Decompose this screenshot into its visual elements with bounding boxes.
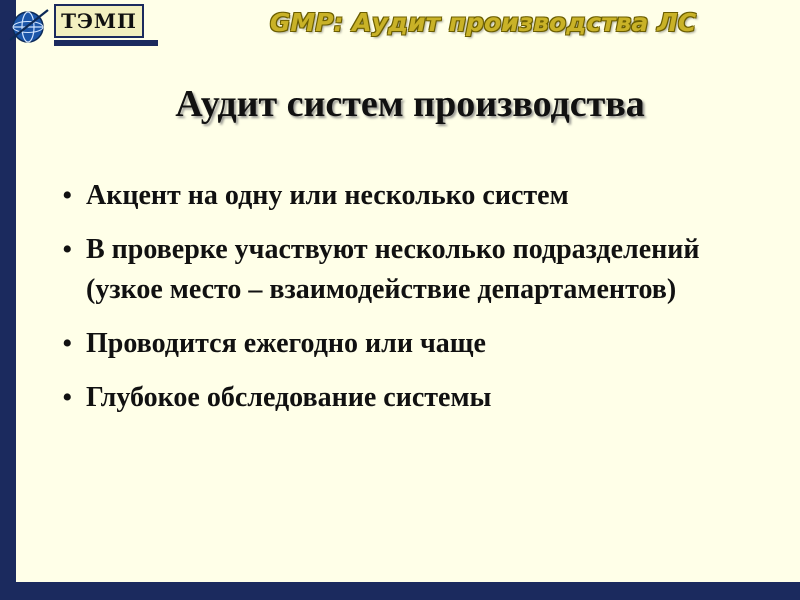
- logo-underline: [54, 40, 158, 46]
- left-accent-band: [0, 0, 16, 600]
- bullet-dot-icon: •: [62, 327, 73, 360]
- banner-title: GMP: Аудит производства ЛС: [269, 8, 697, 37]
- page-title: Аудит систем производства: [175, 83, 645, 125]
- logo-name-text: ТЭМП: [61, 9, 137, 33]
- list-item: [62, 378, 762, 418]
- bullet-list: [62, 176, 762, 432]
- list-item: [62, 324, 762, 364]
- list-item-label: Глубокое обследование системы: [86, 382, 492, 413]
- globe-icon: [8, 6, 50, 48]
- list-item-label: Акцент на одну или несколько систем: [86, 180, 569, 211]
- bullet-dot-icon: •: [62, 381, 73, 414]
- bottom-accent-band: [0, 582, 800, 600]
- bullet-dot-icon: •: [62, 233, 73, 266]
- list-item-label: Проводится ежегодно или чаще: [86, 328, 486, 359]
- list-item: [62, 230, 762, 310]
- company-logo: [8, 2, 158, 54]
- bullet-dot-icon: •: [62, 179, 73, 212]
- slide-header: [0, 0, 800, 56]
- list-item: [62, 176, 762, 216]
- logo-name-box: [54, 4, 144, 38]
- list-item-label: В проверке участвуют несколько подразделений (узкое место – взаимодействие департаментов): [86, 234, 700, 305]
